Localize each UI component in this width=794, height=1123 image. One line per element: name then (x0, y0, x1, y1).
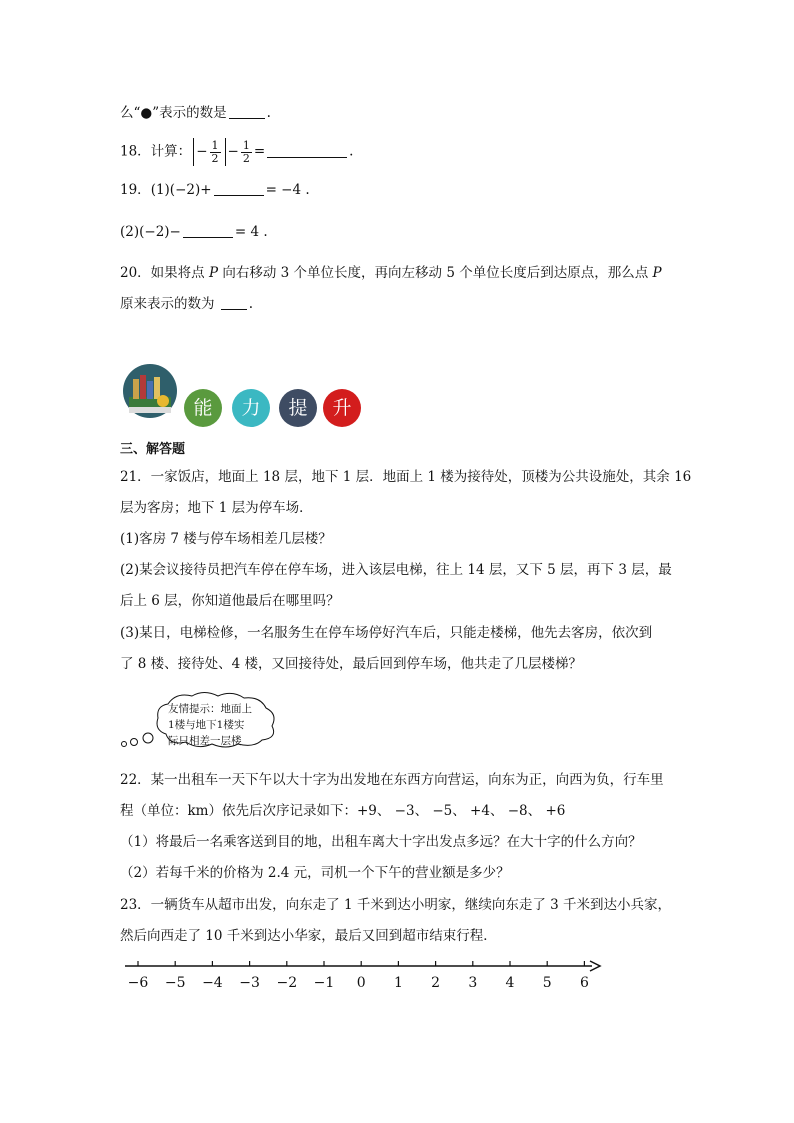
q18-between: − (227, 143, 239, 160)
tick-label: 1 (393, 975, 403, 991)
number-line (120, 955, 610, 995)
tick-label: 4 (505, 975, 515, 991)
frac-numerator: 1 (211, 138, 219, 152)
tick-label: −5 (164, 975, 186, 991)
q17-text2: ”表示的数是 (152, 105, 227, 121)
q19-prefix: 19． (120, 182, 151, 198)
q22-line1: 22．某一出租车一天下午以大十字为出发地在东西方向营运，向东为正，向西为负，行车里 (120, 772, 664, 788)
q19-rhs: = −4 . (265, 182, 310, 198)
tick-label: 2 (431, 975, 441, 991)
q21-line2: 层为客房；地下 1 层为停车场． (120, 500, 313, 516)
tick-label: −6 (127, 975, 149, 991)
q20-var2: P (652, 265, 662, 281)
q17-text: 么“ (120, 105, 141, 121)
q19-answer-blank[interactable] (214, 181, 264, 196)
q22-line2: 程（单位：km）依先后次序记录如下：+9、 −3、 −5、 +4、 −8、 +6 (120, 803, 566, 819)
q19b-rhs: = 4 . (234, 224, 268, 240)
q20-line1 (120, 263, 662, 283)
q18-fraction-2 (241, 140, 252, 165)
q20-end: . (248, 296, 254, 312)
badge-sheng: 升 (323, 389, 361, 427)
q23-line2: 然后向西走了 10 千米到达小华家，最后又回到超市结束行程． (120, 928, 497, 944)
q19-expr: (1)(−2)+ (150, 182, 212, 198)
q18-prefix: 18．计算： (120, 143, 192, 160)
q21-part1: (1)客房 7 楼与停车场相差几层楼？ (120, 531, 332, 547)
hint-line-3: 际只相差一层楼 (168, 735, 242, 747)
q17-end: . (266, 105, 271, 121)
q22-part1: （1）将最后一名乘客送到目的地，出租车离大十字出发点多远？在大十字的什么方向？ (120, 834, 642, 850)
q20-text3: 原来表示的数为 (120, 296, 219, 312)
dot-symbol: ● (140, 105, 153, 121)
q20-var: P (208, 265, 219, 281)
q19 (120, 180, 310, 200)
q22-part2: （2）若每千米的价格为 2.4 元，司机一个下午的营业额是多少？ (120, 865, 510, 881)
q21-part3a: (3)某日，电梯检修，一名服务生在停车场停好汽车后，只能走楼梯，他先去客房，依次到 (120, 625, 653, 641)
hint-line-2: 1楼与地下1楼实 (168, 719, 245, 731)
q19b (120, 222, 268, 242)
q20-answer-blank[interactable] (221, 295, 247, 310)
tick-label: −2 (276, 975, 298, 991)
q19b-answer-blank[interactable] (183, 223, 233, 238)
tick-label: 6 (579, 975, 589, 991)
books-icon (121, 363, 179, 419)
q21-line1: 21．一家饭店，地面上 18 层，地下 1 层．地面上 1 楼为接待处，顶楼为公共设施处，其余 16 (120, 469, 692, 485)
q21-part2b: 后上 6 层，你知道他最后在哪里吗？ (120, 593, 340, 609)
tick-label: −4 (202, 975, 223, 991)
q18-minus: − (196, 143, 208, 160)
q18-end: . (349, 143, 354, 160)
frac-denominator: 2 (242, 151, 250, 165)
q17-answer-blank[interactable] (229, 104, 265, 119)
q20-line2 (120, 294, 253, 314)
tick-label: 5 (542, 975, 552, 991)
q18-answer-blank[interactable] (267, 143, 347, 158)
q18-equals: = (253, 143, 266, 160)
q18 (120, 138, 353, 166)
q20-text2: 向右移动 3 个单位长度，再向左移动 5 个单位长度后到达原点，那么点 (218, 265, 653, 281)
abs-bar-right (225, 138, 226, 166)
q21-part2a: (2)某会议接待员把汽车停在停车场，进入该层电梯，往上 14 层，又下 5 层，再下 3 层，最 (120, 562, 672, 578)
abs-bar-left (193, 138, 194, 166)
q19b-expr: (2)(−2)− (120, 224, 181, 240)
q23-line1: 23．一辆货车从超市出发，向东走了 1 千米到达小明家，继续向东走了 3 千米到达小兵家， (120, 897, 672, 913)
q20-text: 20．如果将点 (120, 265, 209, 281)
hint-text (168, 701, 252, 749)
frac-denominator: 2 (211, 151, 219, 165)
q21-part3b: 了 8 楼、接待处、4 楼，又回接待处，最后回到停车场，他共走了几层楼梯？ (120, 656, 583, 672)
tick-label: −3 (239, 975, 260, 991)
tick-label: −1 (313, 975, 335, 991)
q18-fraction-1 (210, 140, 221, 165)
q17-tail (120, 103, 271, 123)
badge-li: 力 (232, 389, 270, 427)
tick-label: 3 (468, 975, 478, 991)
tick-label: 0 (356, 975, 366, 991)
badge-ti: 提 (279, 389, 317, 427)
section-title: 三、解答题 (120, 442, 186, 457)
hint-line-1: 友情提示：地面上 (168, 703, 252, 715)
badge-neng: 能 (184, 389, 222, 427)
frac-numerator: 1 (242, 138, 250, 152)
